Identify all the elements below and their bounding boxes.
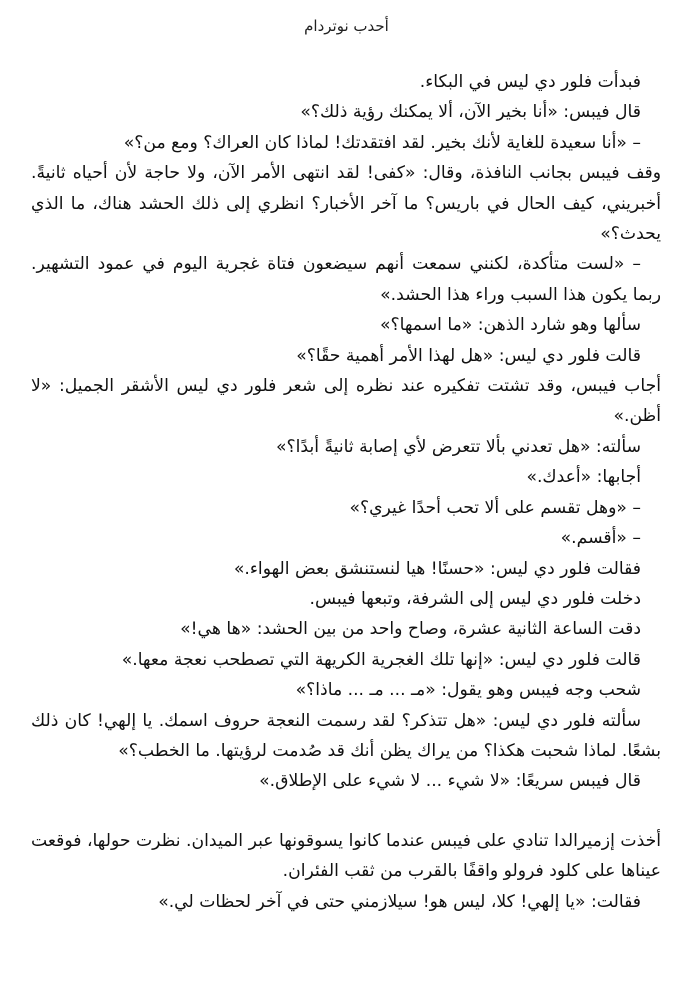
paragraph: سألته فلور دي ليس: «هل تتذكر؟ لقد رسمت النعجة حروف اسمك. يا إلهي! كان ذلك بشعًا. لماذا شحبت هكذا؟ من يراك يظن أنك قد صُدمت لرؤيتها. ما الخطب؟» — [31, 710, 661, 761]
paragraph: سألها وهو شارد الذهن: «ما اسمها؟» — [379, 315, 641, 336]
paragraph: أخذت إزميرالدا تنادي على فيبس عندما كانوا يسوقونها عبر الميدان. نظرت حولها، فوقعت عيناها على كلود فرولو واقفًا بالقرب من ثقب الفئران. — [31, 830, 661, 882]
section-dialogue — [31, 67, 661, 797]
paragraph: قالت فلور دي ليس: «إنها تلك الغجرية الكريهة التي تصطحب نعجة معها.» — [121, 649, 641, 670]
paragraph: أجابها: «أعدك.» — [526, 467, 641, 488]
section-narrative — [31, 826, 661, 917]
paragraph: دخلت فلور دي ليس إلى الشرفة، وتبعها فيبس. — [309, 588, 641, 609]
paragraph: سألته: «هل تعدني بألا تتعرض لأي إصابة ثانيةً أبدًا؟» — [276, 436, 641, 457]
paragraph: قالت فلور دي ليس: «هل لهذا الأمر أهمية حقًا؟» — [296, 345, 641, 366]
paragraph: فقالت فلور دي ليس: «حسنًا! هيا لنستنشق بعض الهواء.» — [233, 558, 641, 579]
paragraph: أجاب فيبس، وقد تشتت تفكيره عند نظره إلى شعر فلور دي ليس الأشقر الجميل: «لا أظن.» — [31, 376, 661, 427]
section-break — [31, 797, 661, 826]
paragraph: شحب وجه فيبس وهو يقول: «مـ ... مـ ... ماذا؟» — [295, 680, 641, 701]
paragraph: فقالت: «يا إلهي! كلا، ليس هو! سيلازمني حتى في آخر لحظات لي.» — [158, 891, 641, 912]
paragraph: فبدأت فلور دي ليس في البكاء. — [419, 72, 641, 92]
paragraph: – «وهل تقسم على ألا تحب أحدًا غيري؟» — [349, 497, 641, 518]
paragraph: قال فيبس: «أنا بخير الآن، ألا يمكنك رؤية ذلك؟» — [300, 102, 641, 123]
paragraph: وقف فيبس بجانب النافذة، وقال: «كفى! لقد انتهى الأمر الآن، ولا حاجة لأن أحياه ثانيةً. أخبريني، كيف الحال في باريس؟ ما آخر الأخبار؟ انظري إلى ذلك الحشد هناك، ما الذي يحدث؟» — [31, 163, 661, 245]
paragraph: – «لست متأكدة، لكنني سمعت أنهم سيضعون فتاة غجرية اليوم في عمود التشهير. ربما يكون هذا السبب وراء هذا الحشد.» — [31, 254, 661, 305]
body-text — [31, 67, 661, 917]
paragraph: – «أنا سعيدة للغاية لأنك بخير. لقد افتقدتك! لماذا كان العراك؟ ومع من؟» — [123, 132, 641, 153]
paragraph: دقت الساعة الثانية عشرة، وصاح واحد من بين الحشد: «ها هي!» — [180, 619, 641, 640]
running-header: أحدب نوتردام — [304, 17, 389, 35]
paragraph: – «أقسم.» — [560, 528, 641, 549]
paragraph: قال فيبس سريعًا: «لا شيء ... لا شيء على الإطلاق.» — [259, 771, 641, 792]
